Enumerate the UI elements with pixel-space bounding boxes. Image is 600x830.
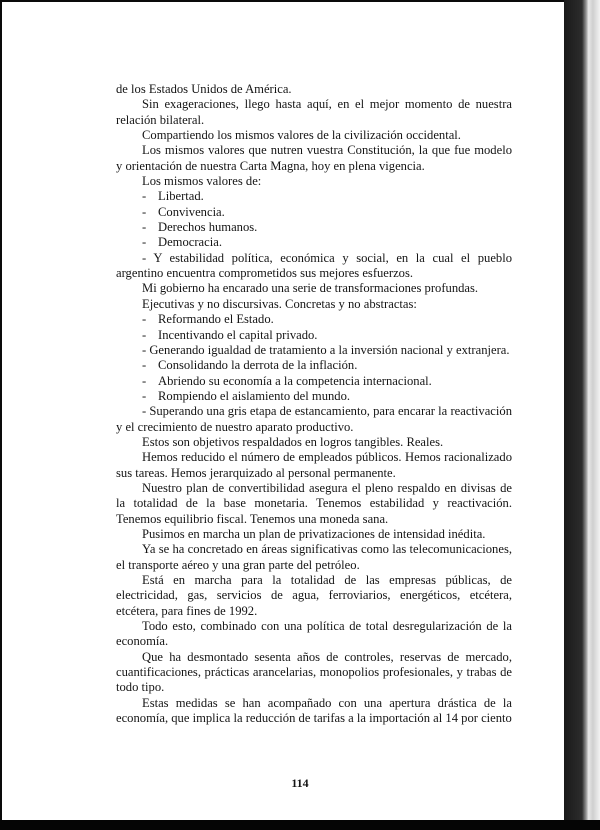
list-dash: - bbox=[142, 220, 147, 235]
list-item bbox=[116, 358, 512, 373]
page-edge-shadow bbox=[564, 0, 600, 830]
paragraph: Estas medidas se han acompañado con una apertura drástica de la economía, que implica la reducción de tarifas a la importación al 14 por ciento bbox=[116, 695, 512, 726]
list-item bbox=[116, 328, 512, 343]
list-item-text: Democracia. bbox=[158, 235, 222, 250]
list-item-text: Reformando el Estado. bbox=[158, 312, 274, 327]
paragraph: Pusimos en marcha un plan de privatizaciones de intensidad inédita. bbox=[142, 526, 486, 541]
paragraph: Sin exageraciones, llego hasta aquí, en el mejor momento de nuestra relación bilateral. bbox=[116, 97, 512, 127]
list-dash: - bbox=[142, 189, 147, 204]
list-item: - Generando igualdad de tratamiento a la inversión nacional y extranjera. bbox=[142, 342, 510, 357]
paragraph: Mi gobierno ha encarado una serie de transformaciones profundas. bbox=[142, 281, 479, 296]
paragraph: Estos son objetivos respaldados en logros tangibles. Reales. bbox=[142, 434, 444, 449]
paragraph: de los Estados Unidos de América. bbox=[116, 82, 292, 96]
list-item bbox=[116, 374, 512, 389]
list-dash: - bbox=[142, 312, 147, 327]
list-dash: - bbox=[142, 204, 147, 219]
list-item-text: Convivencia. bbox=[158, 204, 225, 219]
list-item bbox=[116, 235, 512, 250]
list-item-text: Libertad. bbox=[158, 189, 204, 204]
page-bottom-edge bbox=[0, 820, 600, 830]
list-item: - Y estabilidad política, económica y social, en la cual el pueblo argentino encuentra comprometidos sus mejores esfuerzos. bbox=[116, 250, 512, 281]
list-item-text: Derechos humanos. bbox=[158, 220, 258, 235]
list-item-text: Consolidando la derrota de la inflación. bbox=[158, 358, 358, 373]
list-dash: - bbox=[142, 327, 147, 342]
list-item bbox=[116, 312, 512, 327]
page-number: 114 bbox=[291, 776, 309, 790]
list-item-text: Abriendo su economía a la competencia internacional. bbox=[158, 373, 432, 388]
paragraph: Está en marcha para la totalidad de las empresas públicas, de electricidad, gas, servicios de agua, ferroviarios, energéticos, etcétera, etcétera, para fines de 1992. bbox=[116, 573, 512, 618]
paragraph: Ya se ha concretado en áreas significativas como las telecomunicaciones, el transporte aéreo y una gran parte del petróleo. bbox=[116, 542, 512, 572]
list-item: - Superando una gris etapa de estancamiento, para encarar la reactivación y el crecimiento de nuestro aparato productivo. bbox=[116, 404, 512, 434]
list-item-text: Rompiendo el aislamiento del mundo. bbox=[158, 388, 351, 403]
paragraph: Que ha desmontado sesenta años de controles, reservas de mercado, cuantificaciones, prácticas arancelarias, monopolios profesionales, y trabas de todo tipo. bbox=[116, 649, 512, 695]
paragraph: Nuestro plan de convertibilidad asegura el pleno respaldo en divisas de la totalidad de la base monetaria. Tenemos estabilidad y reactivación. Tenemos equilibrio fiscal. Tenemos una moneda sana. bbox=[116, 480, 512, 526]
list-item-text: Incentivando el capital privado. bbox=[158, 327, 318, 342]
list-dash: - bbox=[142, 235, 147, 250]
paragraph: Los mismos valores de: bbox=[142, 174, 262, 189]
paragraph: Ejecutivas y no discursivas. Concretas y no abstractas: bbox=[142, 296, 417, 311]
paragraph: Todo esto, combinado con una política de total desregularización de la economía. bbox=[116, 619, 512, 649]
paragraph: Hemos reducido el número de empleados públicos. Hemos racionalizado sus tareas. Hemos jerarquizado al personal permanente. bbox=[116, 450, 512, 480]
list-dash: - bbox=[142, 388, 147, 403]
list-item bbox=[116, 205, 512, 220]
document-body bbox=[116, 82, 512, 726]
paragraph: Los mismos valores que nutren vuestra Constitución, la que fue modelo y orientación de nuestra Carta Magna, hoy en plena vigencia. bbox=[116, 143, 512, 173]
list-dash: - bbox=[142, 358, 147, 373]
list-item bbox=[116, 189, 512, 204]
paragraph: Compartiendo los mismos valores de la civilización occidental. bbox=[142, 128, 461, 143]
list-dash: - bbox=[142, 373, 147, 388]
list-item bbox=[116, 389, 512, 404]
list-item bbox=[116, 220, 512, 235]
